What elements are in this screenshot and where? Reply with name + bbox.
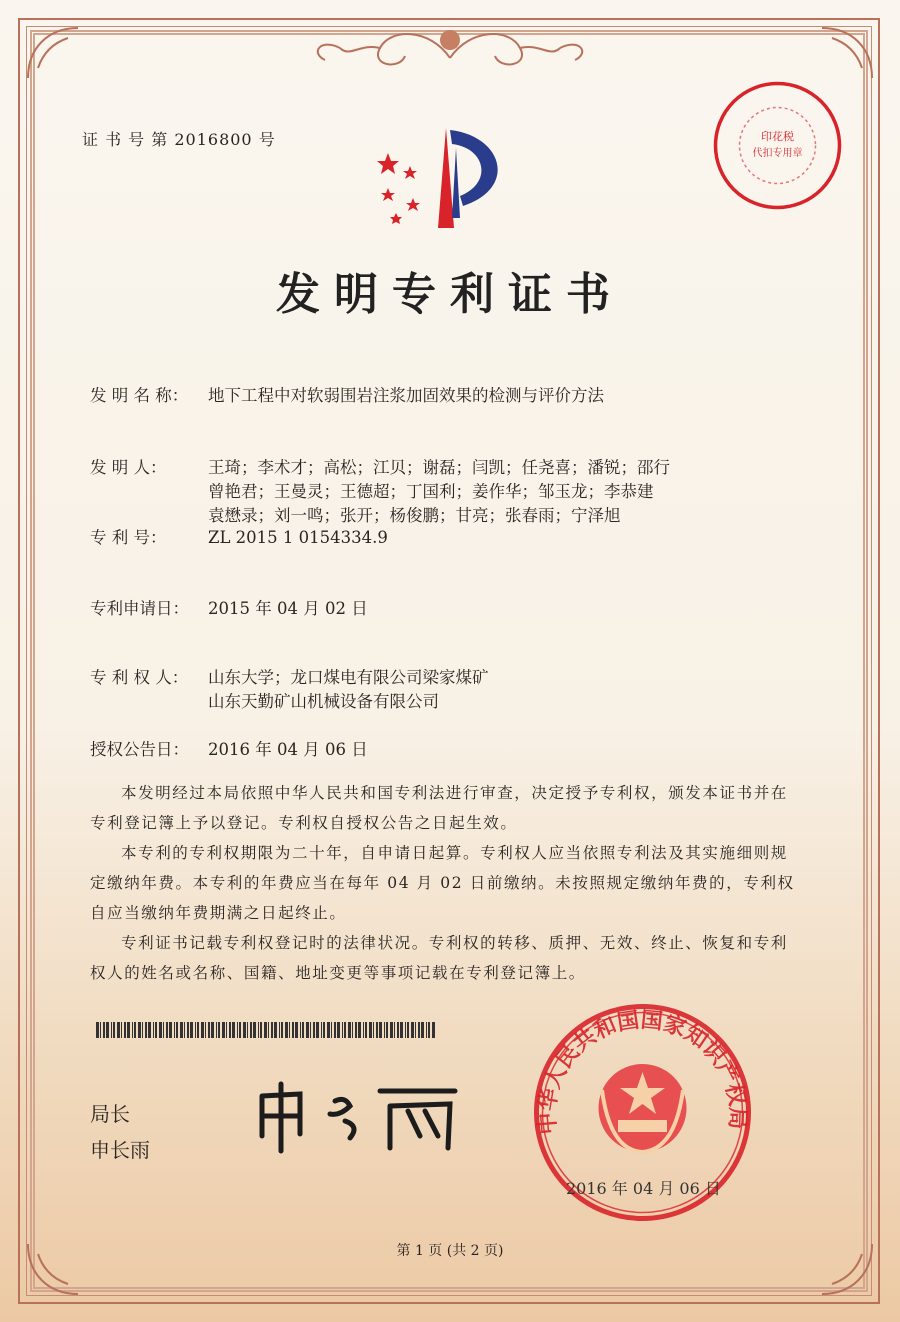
- certificate-number: 证 书 号 第 2016800 号: [82, 130, 276, 149]
- patent-number-label: 专 利 号：: [90, 528, 167, 547]
- tax-seal: [710, 78, 845, 213]
- certificate-title: 发明专利证书: [276, 269, 624, 320]
- top-ornament: [300, 18, 600, 78]
- inventors-row: [90, 456, 808, 528]
- page-indicator: 第 1 页 (共 2 页): [396, 1243, 504, 1259]
- filing-date-value: 2015 年 04 月 02 日: [208, 599, 368, 618]
- body-paragraph: 本发明经过本局依照中华人民共和国专利法进行审查，决定授予专利权，颁发本证书并在专利登记簿上予以登记。专利权自授权公告之日起生效。: [90, 784, 788, 832]
- inventors-line: 王琦；李术才；高松；江贝；谢磊；闫凯；任尧喜；潘锐；邵行: [208, 458, 670, 477]
- grant-date-label: 授权公告日：: [90, 740, 189, 759]
- body-paragraph: 本专利的专利权期限为二十年，自申请日起算。专利权人应当依照专利法及其实施细则规定缴纳年费。本专利的年费应当在每年 04 月 02 日前缴纳。未按照规定缴纳年费的，专利权自应当缴纳年费期满之日起终止。: [90, 844, 795, 922]
- corner-ornament: [18, 18, 88, 88]
- patentee-label: 专 利 权 人：: [90, 668, 189, 687]
- patentee-line: 山东天勤矿山机械设备有限公司: [208, 692, 439, 711]
- director-name: 申长雨: [90, 1138, 150, 1162]
- body-paragraph: 专利证书记载专利权登记时的法律状况。专利权的转移、质押、无效、终止、恢复和专利权人的姓名或名称、国籍、地址变更等事项记载在专利登记簿上。: [90, 934, 788, 982]
- invention-name-value: 地下工程中对软弱围岩注浆加固效果的检测与评价方法: [208, 386, 604, 405]
- patent-number-row: [90, 526, 668, 550]
- certificate-body: [90, 778, 802, 988]
- grant-date-value: 2016 年 04 月 06 日: [208, 740, 368, 759]
- cnipa-logo: [368, 118, 528, 248]
- director-title: 局长: [90, 1102, 130, 1126]
- seal-date: 2016 年 04 月 06 日: [566, 1179, 721, 1198]
- inventors-label: 发 明 人：: [90, 458, 167, 477]
- svg-text:印花税: 印花税: [761, 130, 794, 143]
- director-signature: [250, 1076, 470, 1156]
- svg-text:中华人民共和国国家知识产权局: 中华人民共和国国家知识产权局: [534, 1007, 750, 1136]
- inventors-line: 袁懋录；刘一鸣；张开；杨俊鹏；甘亮；张春雨；宁泽旭: [208, 506, 621, 525]
- patent-number-value: ZL 2015 1 0154334.9: [208, 528, 388, 547]
- grant-date-row: [90, 738, 668, 762]
- filing-date-label: 专利申请日：: [90, 599, 189, 618]
- barcode: [96, 1022, 436, 1038]
- patentee-row: [90, 666, 808, 714]
- filing-date-row: [90, 597, 668, 621]
- svg-text:代扣专用章: 代扣专用章: [752, 148, 803, 159]
- patentee-line: 山东大学；龙口煤电有限公司梁家煤矿: [208, 668, 489, 687]
- inventors-line: 曾艳君；王曼灵；王德超；丁国利；姜作华；邹玉龙；李恭建: [208, 482, 654, 501]
- invention-name-label: 发 明 名 称：: [90, 386, 189, 405]
- invention-name-row: [90, 384, 808, 408]
